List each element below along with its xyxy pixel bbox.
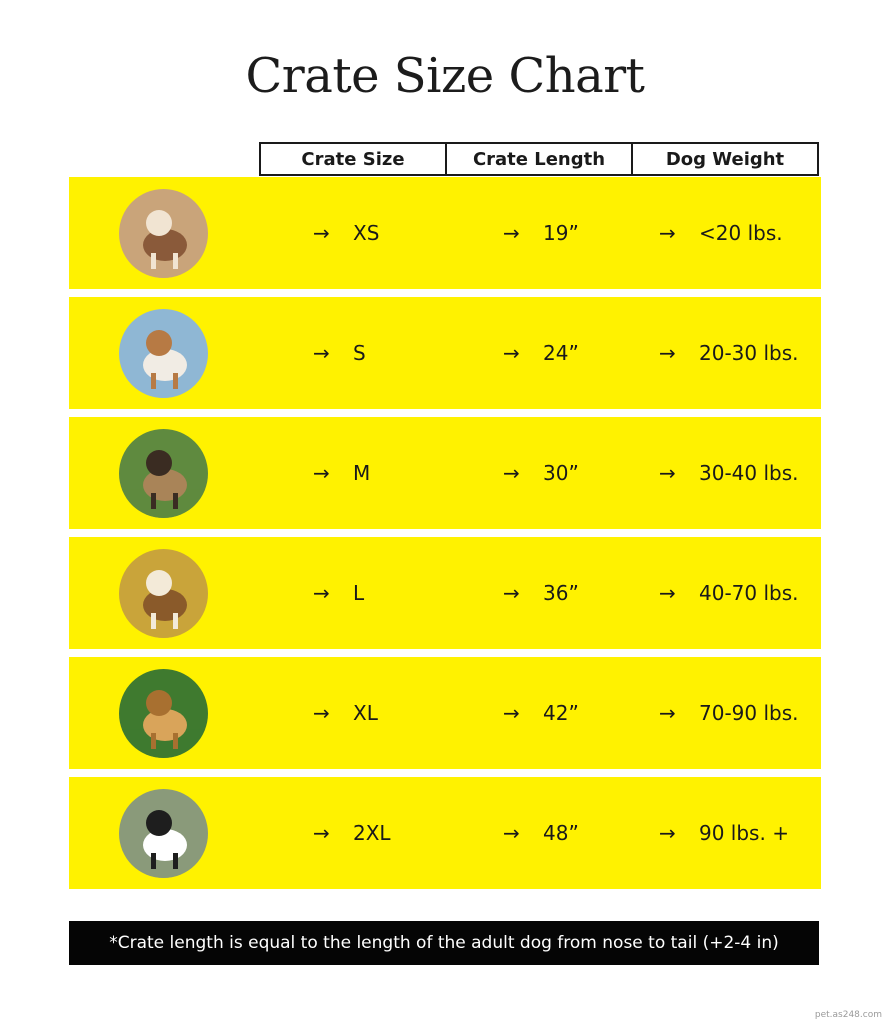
crate-size-cell xyxy=(313,297,366,409)
arrow-right-icon: → xyxy=(659,221,676,245)
arrow-right-icon: → xyxy=(659,821,676,845)
crate-length-cell-value: 30” xyxy=(543,461,579,485)
arrow-right-icon: → xyxy=(313,461,330,485)
crate-length-cell-value: 48” xyxy=(543,821,579,845)
crate-size-cell xyxy=(313,777,391,889)
dog-weight-cell-value: 70-90 lbs. xyxy=(699,701,799,725)
crate-length-cell-value: 36” xyxy=(543,581,579,605)
arrow-right-icon: → xyxy=(659,581,676,605)
crate-size-cell-value: M xyxy=(353,461,371,485)
dog-weight-cell-value: <20 lbs. xyxy=(699,221,783,245)
table-body xyxy=(69,177,821,897)
beagle-photo xyxy=(119,549,208,638)
arrow-right-icon: → xyxy=(503,461,520,485)
crate-size-cell xyxy=(313,657,378,769)
table-header xyxy=(259,142,819,176)
crate-size-cell xyxy=(313,537,364,649)
dog-weight-cell xyxy=(659,777,789,889)
crate-length-cell xyxy=(503,177,579,289)
crate-size-cell xyxy=(313,417,370,529)
dog-weight-cell xyxy=(659,297,799,409)
table-row xyxy=(69,777,821,889)
dog-weight-cell xyxy=(659,657,799,769)
watermark: pet.as248.com xyxy=(814,1010,882,1020)
dog-weight-cell-value: 40-70 lbs. xyxy=(699,581,799,605)
table-row xyxy=(69,177,821,289)
arrow-right-icon: → xyxy=(503,341,520,365)
header-dog-weight: Dog Weight xyxy=(631,142,819,176)
header-crate-length: Crate Length xyxy=(445,142,633,176)
arrow-right-icon: → xyxy=(503,221,520,245)
crate-size-cell-value: XS xyxy=(353,221,380,245)
dog-weight-cell-value: 20-30 lbs. xyxy=(699,341,799,365)
golden-retriever-photo xyxy=(119,669,208,758)
arrow-right-icon: → xyxy=(313,581,330,605)
crate-length-cell xyxy=(503,777,579,889)
arrow-right-icon: → xyxy=(659,461,676,485)
great-dane-photo xyxy=(119,789,208,878)
chihuahua-photo xyxy=(119,189,208,278)
dog-weight-cell xyxy=(659,537,799,649)
chart-title: Crate Size Chart xyxy=(245,48,645,104)
arrow-right-icon: → xyxy=(503,581,520,605)
crate-length-cell xyxy=(503,537,579,649)
arrow-right-icon: → xyxy=(659,701,676,725)
crate-length-cell xyxy=(503,297,579,409)
table-row xyxy=(69,537,821,649)
crate-size-cell-value: S xyxy=(353,341,366,365)
arrow-right-icon: → xyxy=(313,701,330,725)
arrow-right-icon: → xyxy=(503,701,520,725)
arrow-right-icon: → xyxy=(313,221,330,245)
crate-length-cell-value: 19” xyxy=(543,221,579,245)
crate-length-cell xyxy=(503,417,579,529)
table-row xyxy=(69,297,821,409)
dog-weight-cell-value: 30-40 lbs. xyxy=(699,461,799,485)
crate-size-cell-value: 2XL xyxy=(353,821,391,845)
arrow-right-icon: → xyxy=(503,821,520,845)
arrow-right-icon: → xyxy=(313,341,330,365)
arrow-right-icon: → xyxy=(313,821,330,845)
dog-weight-cell-value: 90 lbs. + xyxy=(699,821,789,845)
crate-length-cell-value: 24” xyxy=(543,341,579,365)
crate-size-cell-value: XL xyxy=(353,701,378,725)
crate-length-cell xyxy=(503,657,579,769)
arrow-right-icon: → xyxy=(659,341,676,365)
crate-size-cell-value: L xyxy=(353,581,365,605)
header-crate-size: Crate Size xyxy=(259,142,447,176)
jack-russell-photo xyxy=(119,309,208,398)
dog-weight-cell xyxy=(659,417,799,529)
crate-length-cell-value: 42” xyxy=(543,701,579,725)
table-row xyxy=(69,657,821,769)
crate-size-cell xyxy=(313,177,379,289)
dog-weight-cell xyxy=(659,177,783,289)
footnote: *Crate length is equal to the length of the adult dog from nose to tail (+2-4 in) xyxy=(69,921,819,965)
table-row xyxy=(69,417,821,529)
french-bulldog-photo xyxy=(119,429,208,518)
